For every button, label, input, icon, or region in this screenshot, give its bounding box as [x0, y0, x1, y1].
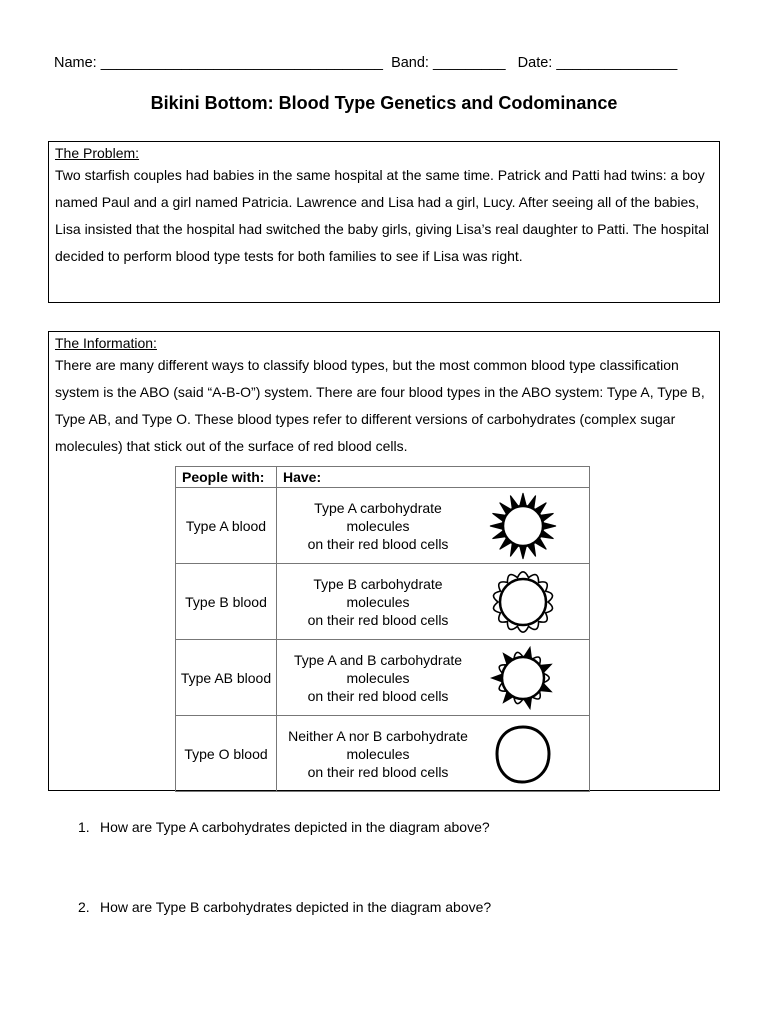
header-have: Have:: [277, 467, 590, 488]
carbohydrate-cell: [277, 716, 590, 792]
band-blank[interactable]: _________: [433, 55, 506, 71]
name-label: Name:: [54, 55, 97, 71]
carbohydrate-cell: [277, 640, 590, 716]
question-number: 2.: [78, 899, 90, 915]
problem-text: Two starfish couples had babies in the same hospital at the same time. Patrick and Patti had twins: a boy named Paul and a girl named Patricia. Lawrence and Lisa had a girl, Lucy. After seeing all of the babies, Lisa insisted that the hospital had switched the baby girls, giving Lisa’s real daughter to Patti. The hospital decided to perform blood type tests for both families to see if Lisa was right.: [55, 167, 709, 264]
carbohydrate-description: Type A and B carbohydrate molecules on their red blood cells: [293, 651, 463, 704]
name-blank[interactable]: ___________________________________: [100, 55, 383, 71]
header-line: [54, 55, 677, 71]
blood-type-cell: Type AB blood: [176, 640, 277, 716]
blood-type-cell: Type B blood: [176, 564, 277, 640]
date-label: Date:: [517, 55, 553, 71]
carbohydrate-description: Type A carbohydrate molecules on their red blood cells: [307, 499, 449, 552]
table-row: [176, 640, 590, 716]
date-blank[interactable]: _______________: [556, 55, 678, 71]
band-label: Band:: [391, 55, 429, 71]
blood-type-cell: Type A blood: [176, 488, 277, 564]
question-text: How are Type B carbohydrates depicted in the diagram above?: [100, 899, 492, 915]
blood-type-cell: Type O blood: [176, 716, 277, 792]
problem-label: The Problem:: [55, 145, 140, 161]
question-2: [78, 899, 491, 915]
plain-cell-icon: [485, 718, 561, 790]
problem-box: [48, 141, 720, 303]
question-1: [78, 819, 490, 835]
carbohydrate-description: Neither A nor B carbohydrate molecules on their red blood cells: [288, 727, 468, 780]
information-label: The Information:: [55, 335, 157, 351]
table-header-row: [176, 467, 590, 488]
triangle-spikes-cell-icon: [485, 490, 561, 562]
page-title: Bikini Bottom: Blood Type Genetics and Codominance: [150, 93, 618, 113]
carbohydrate-marker: [490, 673, 503, 682]
question-text: How are Type A carbohydrates depicted in the diagram above?: [100, 819, 490, 835]
mixed-cell-icon: [485, 642, 561, 714]
carbohydrate-cell: [277, 488, 590, 564]
scalloped-cell-icon: [485, 566, 561, 638]
table-row: [176, 716, 590, 792]
header-people-with: People with:: [176, 467, 277, 488]
table-row: [176, 564, 590, 640]
blood-type-table: [175, 466, 590, 792]
question-number: 1.: [78, 819, 90, 835]
carbohydrate-description: Type B carbohydrate molecules on their red blood cells: [307, 575, 449, 628]
table-row: [176, 488, 590, 564]
information-text: There are many different ways to classify blood types, but the most common blood type classification system is the ABO (said “A-B-O”) system. There are four blood types in the ABO system: Type A, Type B, Type AB, and Type O. These blood types refer to different versions of carbohydrates (complex sugar molecules) that stick out of the surface of red blood cells.: [55, 357, 705, 454]
carbohydrate-cell: [277, 564, 590, 640]
